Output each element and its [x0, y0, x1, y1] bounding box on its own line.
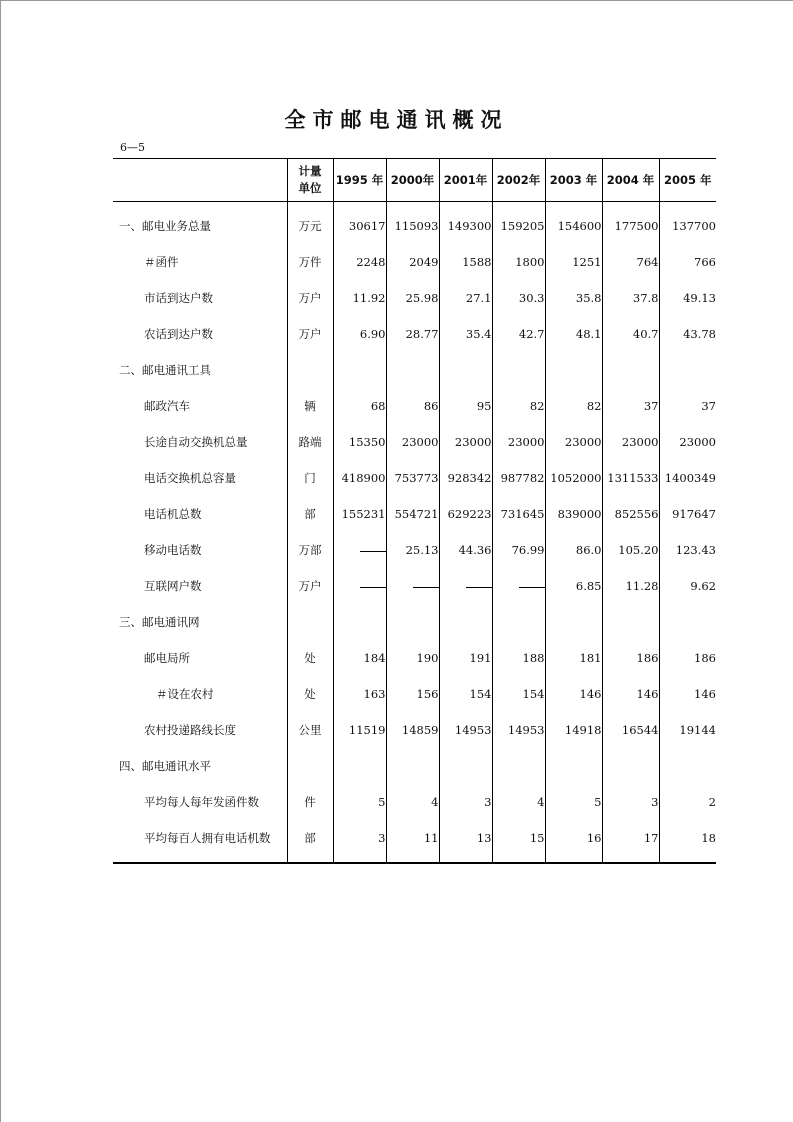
table-row: [113, 820, 716, 863]
row-unit: 万件: [287, 244, 333, 280]
value-cell: [659, 604, 716, 640]
value-cell: 928342: [439, 460, 492, 496]
dash-line: [413, 587, 439, 588]
value-cell: 1052000: [545, 460, 602, 496]
value-cell: 1251: [545, 244, 602, 280]
row-label: 电话交换机总容量: [144, 471, 236, 485]
value-cell: 37.8: [602, 280, 659, 316]
value-cell: 137700: [659, 202, 716, 245]
row-label: ＃设在农村: [156, 687, 214, 701]
value-cell: 3: [602, 784, 659, 820]
value-cell: 15: [492, 820, 545, 863]
value-cell: 191: [439, 640, 492, 676]
header-year: 2002年: [492, 159, 545, 202]
section-heading: 三、邮电通讯网: [119, 615, 200, 629]
value-cell: 753773: [386, 460, 439, 496]
table-row: [113, 352, 716, 388]
value-cell: 123.43: [659, 532, 716, 568]
table-body: [113, 202, 716, 864]
section-heading: 四、邮电通讯水平: [119, 759, 211, 773]
row-label: 邮政汽车: [144, 399, 190, 413]
header-year: 2001年: [439, 159, 492, 202]
value-cell: 917647: [659, 496, 716, 532]
value-cell: 418900: [333, 460, 386, 496]
value-cell: 1400349: [659, 460, 716, 496]
value-cell: 11.92: [333, 280, 386, 316]
value-cell: 49.13: [659, 280, 716, 316]
value-cell: 95: [439, 388, 492, 424]
row-label: 农村投递路线长度: [144, 723, 236, 737]
row-unit: 公里: [287, 712, 333, 748]
value-cell: 2: [659, 784, 716, 820]
value-cell: 186: [602, 640, 659, 676]
table-row: [113, 280, 716, 316]
row-unit: 件: [287, 784, 333, 820]
value-cell: 23000: [602, 424, 659, 460]
row-unit: [287, 748, 333, 784]
value-cell: [333, 748, 386, 784]
value-cell: 27.1: [439, 280, 492, 316]
row-label: 平均每百人拥有电话机数: [144, 831, 271, 845]
value-cell: 188: [492, 640, 545, 676]
value-cell: 731645: [492, 496, 545, 532]
value-cell: 184: [333, 640, 386, 676]
row-unit: [287, 352, 333, 388]
value-cell: 25.98: [386, 280, 439, 316]
table-row: [113, 244, 716, 280]
page-border-left: [0, 0, 1, 1122]
value-cell: [545, 352, 602, 388]
value-cell: 146: [545, 676, 602, 712]
row-label: 邮电局所: [144, 651, 190, 665]
row-label: 长途自动交换机总量: [144, 435, 248, 449]
header-year: 2004 年: [602, 159, 659, 202]
value-cell: 68: [333, 388, 386, 424]
header-year: 2005 年: [659, 159, 716, 202]
row-label: ＃函件: [144, 255, 179, 269]
table-row: [113, 568, 716, 604]
value-cell: 5: [333, 784, 386, 820]
table-header-row: [113, 159, 716, 202]
value-cell: 1311533: [602, 460, 659, 496]
no-data-dash: [439, 568, 492, 604]
value-cell: 86: [386, 388, 439, 424]
value-cell: [545, 748, 602, 784]
value-cell: 146: [659, 676, 716, 712]
row-unit: 万户: [287, 316, 333, 352]
table-row: [113, 316, 716, 352]
value-cell: 6.85: [545, 568, 602, 604]
value-cell: [492, 604, 545, 640]
value-cell: 155231: [333, 496, 386, 532]
value-cell: 146: [602, 676, 659, 712]
value-cell: 37: [602, 388, 659, 424]
dash-line: [360, 551, 386, 552]
value-cell: 30617: [333, 202, 386, 245]
no-data-dash: [333, 532, 386, 568]
value-cell: 82: [545, 388, 602, 424]
value-cell: 14953: [492, 712, 545, 748]
value-cell: 186: [659, 640, 716, 676]
value-cell: 15350: [333, 424, 386, 460]
value-cell: 23000: [545, 424, 602, 460]
dash-line: [360, 587, 386, 588]
table-row: [113, 676, 716, 712]
value-cell: 42.7: [492, 316, 545, 352]
value-cell: 5: [545, 784, 602, 820]
statistics-table: [113, 158, 716, 864]
value-cell: 14918: [545, 712, 602, 748]
value-cell: 987782: [492, 460, 545, 496]
value-cell: 35.4: [439, 316, 492, 352]
page-border-top: [0, 0, 793, 1]
value-cell: 154: [492, 676, 545, 712]
value-cell: 13: [439, 820, 492, 863]
table-row: [113, 640, 716, 676]
value-cell: 6.90: [333, 316, 386, 352]
header-year: 2003 年: [545, 159, 602, 202]
value-cell: [602, 352, 659, 388]
table-row: [113, 604, 716, 640]
value-cell: 23000: [439, 424, 492, 460]
value-cell: 16: [545, 820, 602, 863]
no-data-dash: [333, 568, 386, 604]
value-cell: 43.78: [659, 316, 716, 352]
value-cell: 40.7: [602, 316, 659, 352]
value-cell: 28.77: [386, 316, 439, 352]
section-heading: 一、邮电业务总量: [119, 219, 211, 233]
value-cell: 1588: [439, 244, 492, 280]
value-cell: 44.36: [439, 532, 492, 568]
value-cell: 82: [492, 388, 545, 424]
row-unit: 处: [287, 676, 333, 712]
row-unit: 路端: [287, 424, 333, 460]
value-cell: 30.3: [492, 280, 545, 316]
row-unit: [287, 604, 333, 640]
header-unit: [287, 159, 333, 202]
value-cell: 37: [659, 388, 716, 424]
table-row: [113, 424, 716, 460]
row-label: 移动电话数: [144, 543, 202, 557]
value-cell: 23000: [659, 424, 716, 460]
value-cell: [386, 748, 439, 784]
table-row: [113, 202, 716, 245]
table-row: [113, 388, 716, 424]
value-cell: 2248: [333, 244, 386, 280]
header-blank-cell: [113, 159, 287, 202]
row-label: 互联网户数: [144, 579, 202, 593]
value-cell: 852556: [602, 496, 659, 532]
table-row: [113, 460, 716, 496]
row-unit: 万部: [287, 532, 333, 568]
value-cell: 18: [659, 820, 716, 863]
value-cell: [659, 352, 716, 388]
value-cell: 190: [386, 640, 439, 676]
value-cell: [439, 352, 492, 388]
row-unit: 门: [287, 460, 333, 496]
value-cell: 14859: [386, 712, 439, 748]
value-cell: 154: [439, 676, 492, 712]
row-label: 电话机总数: [144, 507, 202, 521]
table-code: 6—5: [120, 141, 145, 154]
value-cell: 35.8: [545, 280, 602, 316]
value-cell: 177500: [602, 202, 659, 245]
header-unit-line1: 计量: [298, 164, 322, 178]
value-cell: 159205: [492, 202, 545, 245]
value-cell: 86.0: [545, 532, 602, 568]
table-row: [113, 496, 716, 532]
value-cell: 16544: [602, 712, 659, 748]
row-label: 农话到达户数: [144, 327, 213, 341]
value-cell: [386, 352, 439, 388]
value-cell: 25.13: [386, 532, 439, 568]
value-cell: 163: [333, 676, 386, 712]
value-cell: 76.99: [492, 532, 545, 568]
value-cell: 14953: [439, 712, 492, 748]
value-cell: [439, 748, 492, 784]
row-unit: 万户: [287, 280, 333, 316]
value-cell: 4: [492, 784, 545, 820]
value-cell: 48.1: [545, 316, 602, 352]
value-cell: [659, 748, 716, 784]
value-cell: 4: [386, 784, 439, 820]
table-row: [113, 712, 716, 748]
dash-line: [466, 587, 492, 588]
section-heading: 二、邮电通讯工具: [119, 363, 211, 377]
header-year: 2000年: [386, 159, 439, 202]
value-cell: 3: [439, 784, 492, 820]
no-data-dash: [386, 568, 439, 604]
table-row: [113, 532, 716, 568]
value-cell: 629223: [439, 496, 492, 532]
value-cell: [602, 748, 659, 784]
value-cell: 764: [602, 244, 659, 280]
value-cell: 766: [659, 244, 716, 280]
value-cell: [545, 604, 602, 640]
dash-line: [519, 587, 545, 588]
page-title: 全市邮电通讯概况: [284, 108, 509, 132]
value-cell: [492, 748, 545, 784]
row-unit: 部: [287, 496, 333, 532]
value-cell: 149300: [439, 202, 492, 245]
value-cell: [333, 604, 386, 640]
value-cell: 181: [545, 640, 602, 676]
value-cell: 23000: [492, 424, 545, 460]
value-cell: 554721: [386, 496, 439, 532]
row-label: 市话到达户数: [144, 291, 213, 305]
header-unit-line2: 单位: [298, 181, 322, 195]
value-cell: [492, 352, 545, 388]
row-unit: 万元: [287, 202, 333, 245]
value-cell: 105.20: [602, 532, 659, 568]
header-year: 1995 年: [333, 159, 386, 202]
row-unit: 处: [287, 640, 333, 676]
value-cell: 2049: [386, 244, 439, 280]
row-label: 平均每人每年发函件数: [144, 795, 259, 809]
value-cell: [386, 604, 439, 640]
row-unit: 万户: [287, 568, 333, 604]
value-cell: 839000: [545, 496, 602, 532]
value-cell: 11: [386, 820, 439, 863]
value-cell: 9.62: [659, 568, 716, 604]
value-cell: 11519: [333, 712, 386, 748]
value-cell: [602, 604, 659, 640]
value-cell: 154600: [545, 202, 602, 245]
value-cell: [439, 604, 492, 640]
value-cell: 17: [602, 820, 659, 863]
value-cell: 11.28: [602, 568, 659, 604]
value-cell: 3: [333, 820, 386, 863]
row-unit: 部: [287, 820, 333, 863]
row-unit: 辆: [287, 388, 333, 424]
table-row: [113, 748, 716, 784]
value-cell: 115093: [386, 202, 439, 245]
value-cell: 19144: [659, 712, 716, 748]
table-row: [113, 784, 716, 820]
value-cell: [333, 352, 386, 388]
value-cell: 156: [386, 676, 439, 712]
value-cell: 1800: [492, 244, 545, 280]
value-cell: 23000: [386, 424, 439, 460]
no-data-dash: [492, 568, 545, 604]
